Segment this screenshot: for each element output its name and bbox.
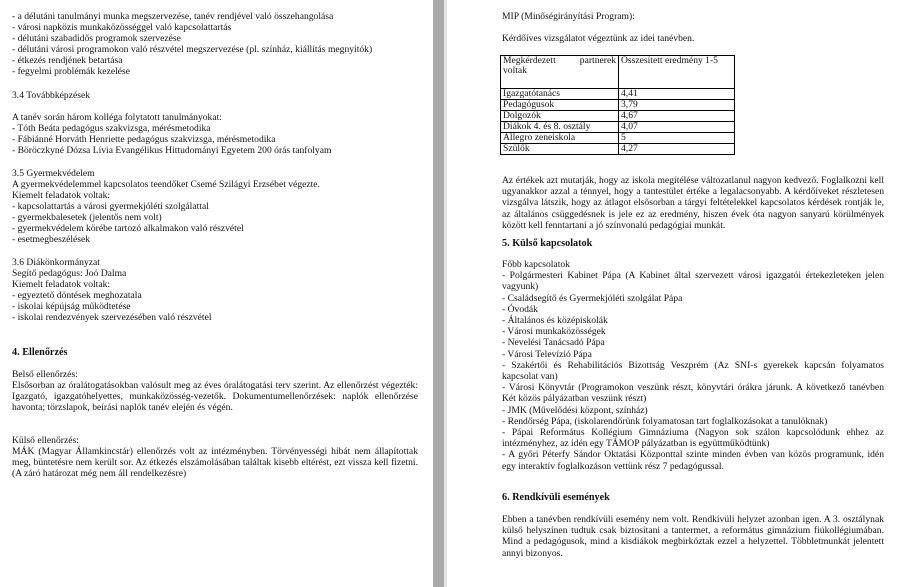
- relation-item: - Rendőrség Pápa, (iskolarendőrünk folyamatosan tart foglalkozásokat a tanulóknak): [502, 415, 828, 427]
- training-item: - Böröczkyné Dózsa Lívia Evangélikus Hittudományi Egyetem 200 órás tanfolyam: [12, 145, 332, 156]
- mip-heading: MIP (Minőségirányítási Program):: [502, 11, 635, 22]
- top-list-item: - étkezés rendjének betartása: [12, 55, 123, 66]
- table-header-cell: Megkérdezett partnerek voltak: [501, 56, 619, 89]
- external-relations-list: [502, 259, 884, 472]
- table-header-cell: Összesített eredmény 1-5: [619, 56, 735, 89]
- relation-item: - Pápai Református Kollégium Gimnáziuma (Nagyon sok szálon kapcsolódunk ehhez az intézményhez, az idén egy TÁMOP pályázatban is együttműködtünk): [502, 427, 884, 450]
- section-3-6-heading: 3.6 Diákönkormányzat: [12, 257, 100, 268]
- table-row: [501, 133, 735, 144]
- table-row: [501, 122, 735, 133]
- relation-item: - Városi Könyvtár (Programokon veszünk részt, könyvtári órákra járunk. A következő tanévben Két közös pályázatban veszünk részt): [502, 382, 884, 405]
- training-item: - Tóth Beáta pedagógus szakvizsga, mérésmetodika: [12, 123, 211, 134]
- section-3-5-line: A gyermekvédelemmel kapcsolatos teendőket Csemé Szilágyi Erzsébet végezte.: [12, 179, 320, 190]
- relation-item: - Óvodák: [502, 303, 538, 315]
- section-3-5-line: Kiemelt feladatok voltak:: [12, 190, 111, 201]
- table-cell-partner: Dolgozók: [501, 111, 619, 122]
- section-3-6-line: - iskolai rendezvények szervezésében való részvétel: [12, 312, 212, 323]
- internal-audit-label: Belső ellenőrzés:: [12, 369, 78, 380]
- section-3-5-line: - gyermekvédelem körébe tartozó alkalmakon való részvétel: [12, 223, 244, 234]
- relation-item: - Általános és középiskolák: [502, 315, 608, 327]
- table-cell-partner: Szülők: [501, 144, 619, 155]
- table-cell-result: 4,41: [619, 89, 735, 100]
- table-cell-result: 3,79: [619, 100, 735, 111]
- section-5-heading: 5. Külső kapcsolatok: [502, 238, 593, 249]
- left-document-page: [0, 0, 430, 587]
- section-3-5-line: - esetmegbeszélések: [12, 234, 91, 245]
- relation-item: - JMK (Művelődési központ, színház): [502, 404, 648, 416]
- table-cell-result: 4,67: [619, 111, 735, 122]
- relation-item: - Családsegítő és Gyermekjóléti szolgálat Pápa: [502, 292, 683, 304]
- page-gutter-shadow: [444, 0, 447, 587]
- survey-results-table: [500, 55, 735, 155]
- external-audit-text: MÁK (Magyar Államkincstár) ellenőrzés volt az intézményben. Törvényességi hibát nem állapítottak meg, büntetésre nem került sor. Az étkezés elszámolásában találtak kisebb eltérést, ezt vissza kell fizetni.(A záró határozat még nem áll rendelkezésre): [12, 446, 418, 480]
- relation-item: - Városi Televízió Pápa: [502, 348, 592, 360]
- section-4-heading: 4. Ellenőrzés: [12, 347, 68, 358]
- table-row: [501, 144, 735, 155]
- table-cell-result: 5: [619, 133, 735, 144]
- relation-item: - Nevelési Tanácsadó Pápa: [502, 337, 605, 349]
- top-list-item: - a délutáni tanulmányi munka megszervezése, tanév rendjével való összehangolása: [12, 11, 334, 22]
- table-cell-result: 4,27: [619, 144, 735, 155]
- survey-intro: Kérdőíves vizsgálatot végeztünk az idei tanévben.: [502, 33, 695, 44]
- training-item: - Fábiánné Horváth Henriette pedagógus szakvizsga, mérésmetodika: [12, 134, 276, 145]
- table-row: [501, 111, 735, 122]
- table-cell-partner: Diákok 4. és 8. osztály: [501, 122, 619, 133]
- section-3-6-line: Kiemelt feladatok voltak:: [12, 279, 111, 290]
- relations-intro: Főbb kapcsolatok: [502, 259, 570, 270]
- section-6-heading: 6. Rendkívüli események: [502, 492, 610, 503]
- relation-item: - Városi munkaközösségek: [502, 326, 606, 338]
- table-row: [501, 89, 735, 100]
- relation-item: - Szakértői és Rehabilitációs Bizottság Veszprém (Az SNI-s gyerekek kapcsán folyamatos kapcsolat van): [502, 359, 884, 383]
- analysis-paragraph: Az értékek azt mutatják, hogy az iskola megítélése változatlanul nagyon kedvező. Foglalkozni kell ugyanakkor azzal a ténnyel, hogy a tantestület értéke a legalacsonyabb. A kérdőíveket részletesen vizsgálva látszik, hogy az átlagot elsősorban a tárgyi feltételekkel kapcsolatos kérdések rontják le, az általános csüggedésnek is jele ez az eredmény, hiszen évek óta nagyon sanyarú körülmények között kell fenntartani a jó színvonalú pedagógiai munkát.: [502, 175, 884, 231]
- top-list-item: - délutáni szabadidős programok szervezése: [12, 33, 181, 44]
- section-3-5-line: - kapcsolattartás a városi gyermekjóléti szolgálattal: [12, 201, 209, 212]
- relation-item: - A győri Péterfy Sándor Oktatási Központtal szinte minden évben van közös programunk, idén egy interaktív foglalkozáson vettünk rész 7 pedagógussal.: [502, 449, 884, 472]
- page-gutter: [433, 0, 444, 587]
- top-list-item: - városi napközis munkaközösséggel való kapcsolattartás: [12, 22, 232, 33]
- section-3-5-heading: 3.5 Gyermekvédelem: [12, 168, 95, 179]
- section-3-4-intro: A tanév során három kolléga folytatott tanulmányokat:: [12, 112, 222, 123]
- table-header-row: [501, 56, 735, 89]
- relation-item: - Polgármesteri Kabinet Pápa (A Kabinet által szervezett városi igazgatói értekezleteken jelen vagyunk): [502, 270, 884, 293]
- section-3-5-line: - gyermekbalesetek (jelentős nem volt): [12, 212, 162, 223]
- table-cell-partner: Pedagógusok: [501, 100, 619, 111]
- table-cell-partner: Igazgatótanács: [501, 89, 619, 100]
- right-document-page: [448, 0, 903, 587]
- external-audit-label: Külső ellenőrzés:: [12, 435, 79, 446]
- table-row: [501, 100, 735, 111]
- section-3-6-line: - iskolai képújság működtetése: [12, 301, 131, 312]
- internal-audit-text: Elsősorban az óralátogatásokban valósult meg az éves óralátogatási terv szerint. Az ellenőrzést végezték: Igazgató, igazgatóhelyettes, munkaközösség-vezetők. Dokumentumellenőrzések: naplók ellenőrzése havonta; törzslapok, beírási naplók tanév elején és végén.: [12, 380, 418, 414]
- top-list-item: - fegyelmi problémák kezelése: [12, 66, 131, 77]
- extraordinary-events-paragraph: Ebben a tanévben rendkívüli esemény nem volt. Rendkívüli helyzet azonban igen. A 3. osztálynak külső helyszínen tudtuk csak biztosítani a tantermet, a református gimnázium fiúkollégiumában. Mind a pedagógusok, mind a kisdiákok megbirkóztak ezzel a helyzettel. Többletmunkát jelentett annyi bizonyos.: [502, 514, 884, 559]
- section-3-4-heading: 3.4 Továbbképzések: [12, 90, 91, 101]
- section-3-6-line: - egyeztető döntések meghozatala: [12, 290, 142, 301]
- section-3-6-line: Segítő pedagógus: Joó Dalma: [12, 268, 127, 279]
- table-cell-partner: Allegro zeneiskola: [501, 133, 619, 144]
- table-cell-result: 4,07: [619, 122, 735, 133]
- top-list-item: - délutáni városi programokon való részvétel megszervezése (pl. színház, kiállítás megnyitók): [12, 44, 373, 55]
